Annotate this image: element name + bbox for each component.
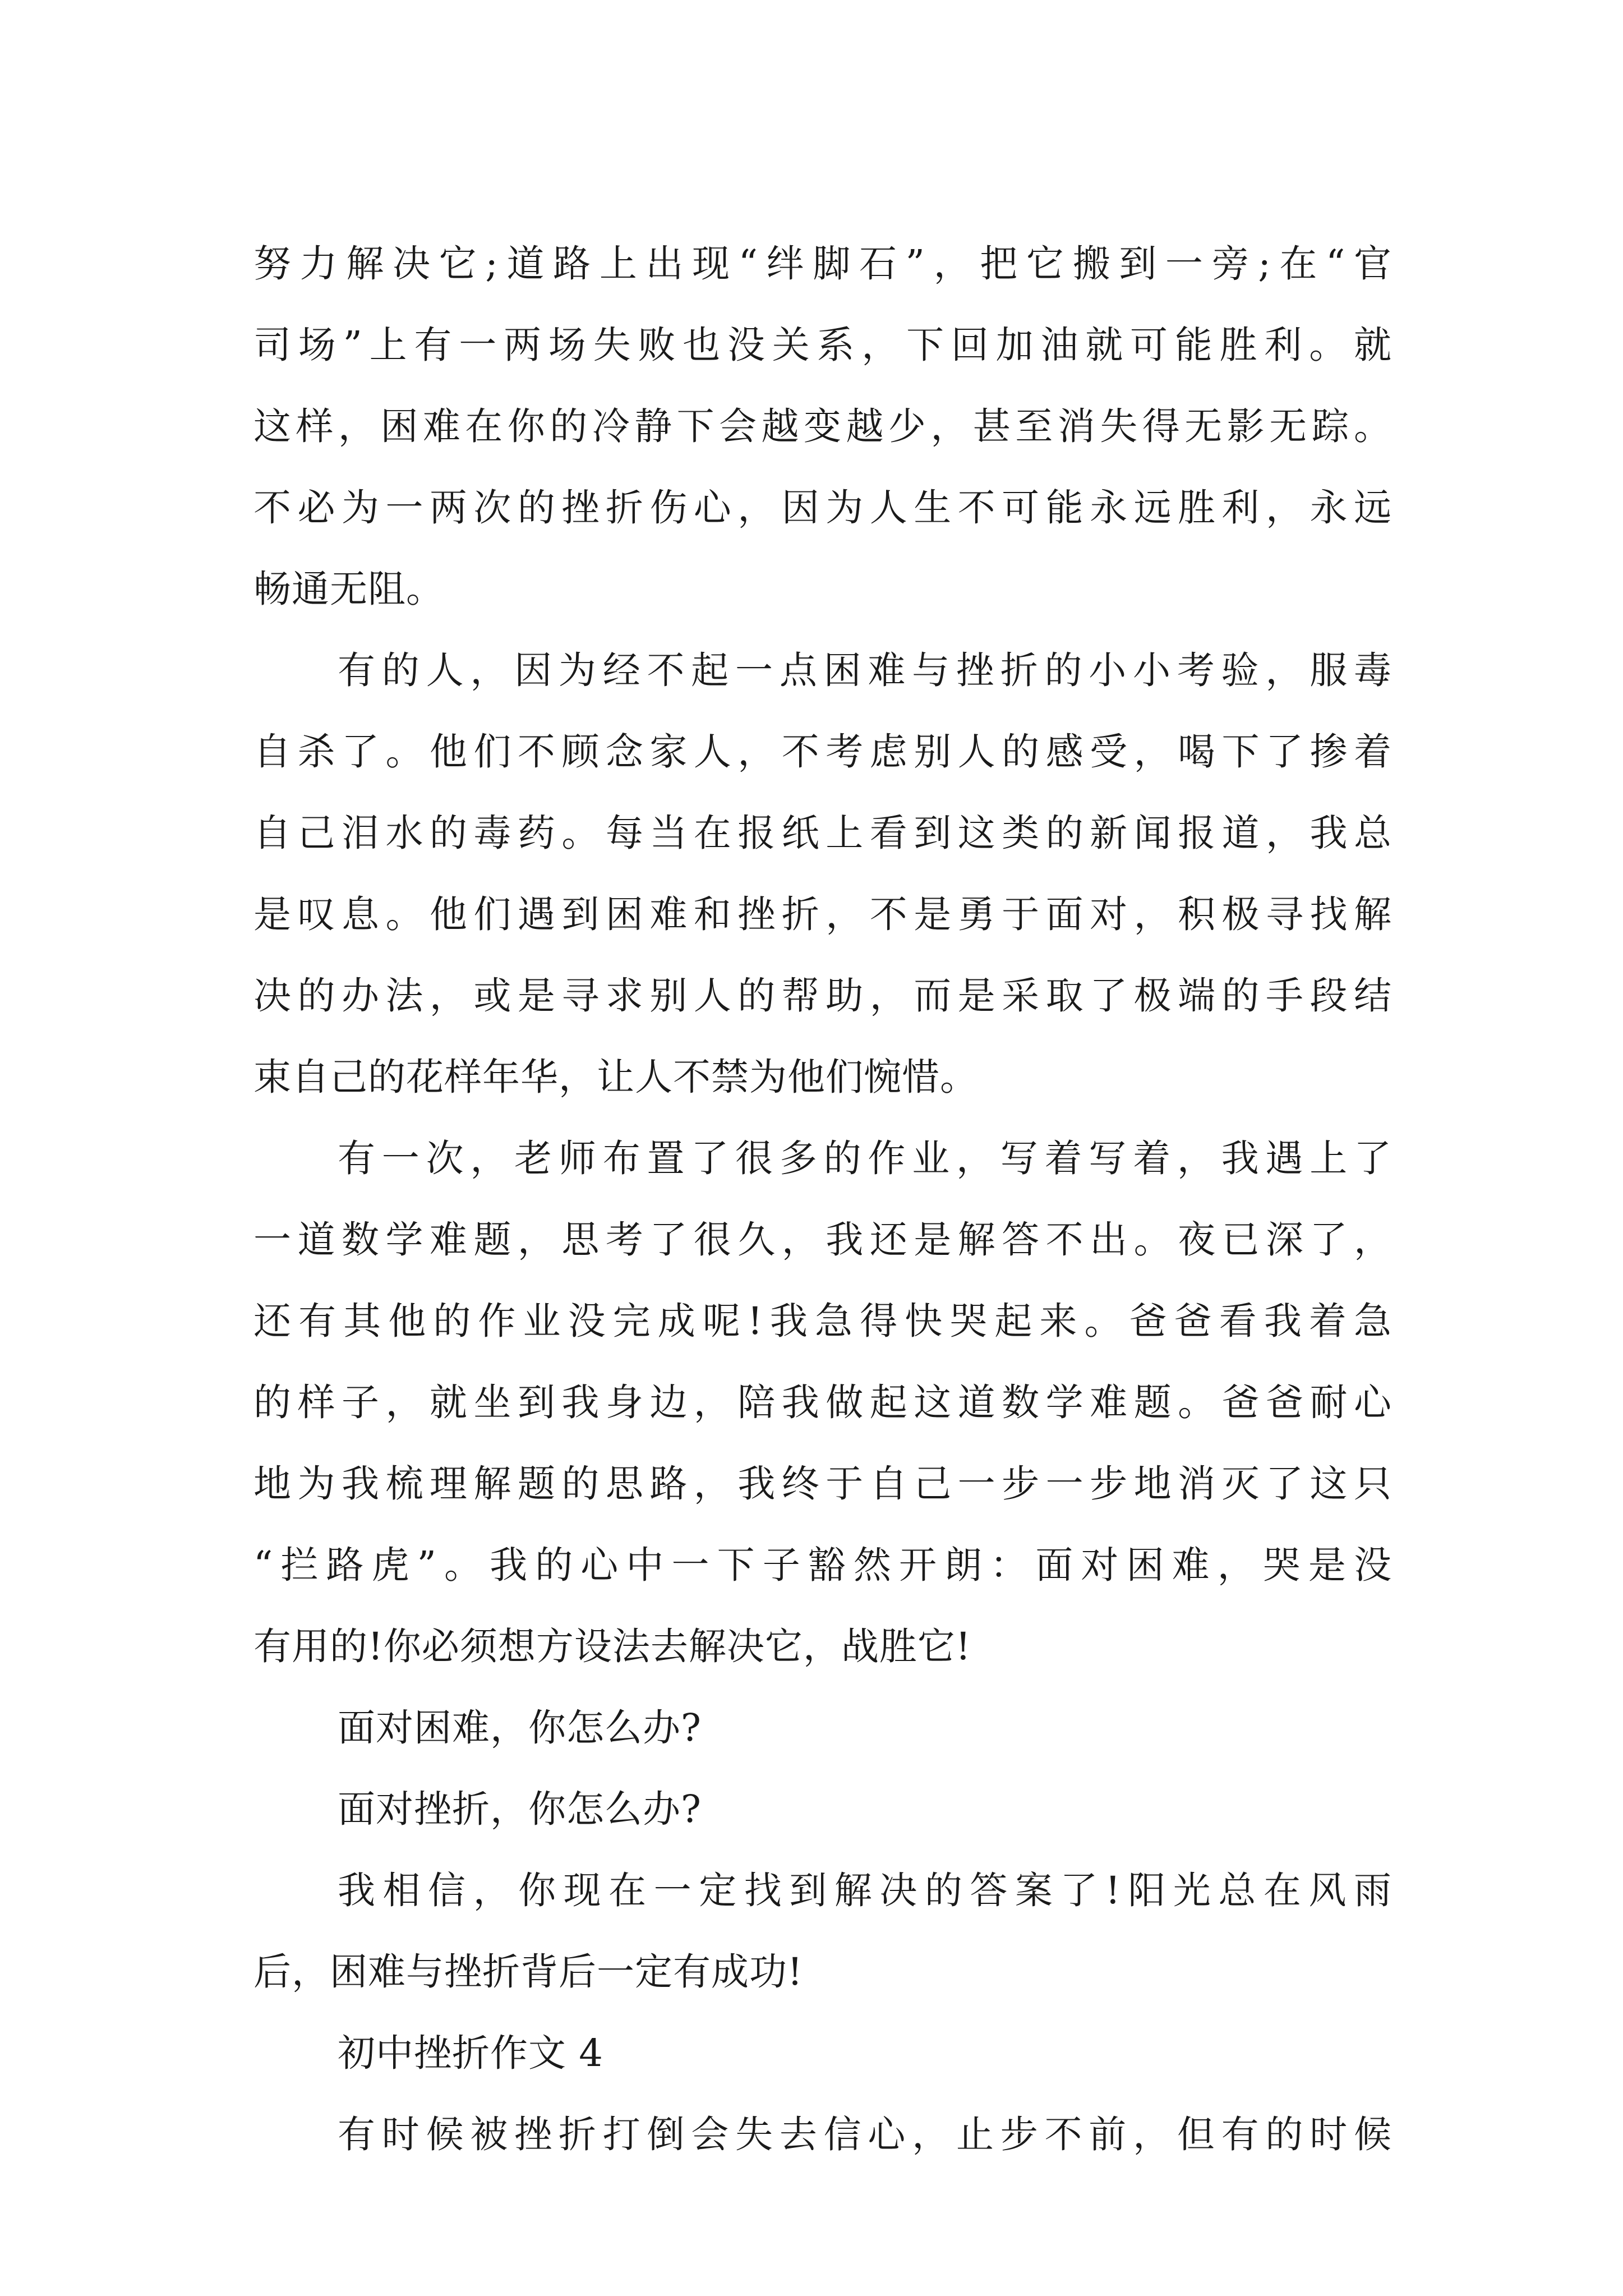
text-line: 自己泪水的毒药。每当在报纸上看到这类的新闻报道，我总 (253, 811, 1392, 855)
text-line: 有用的!你必须想方设法去解决它，战胜它! (253, 1625, 971, 1668)
text-line: 自杀了。他们不顾念家人，不考虑别人的感受，喝下了掺着 (253, 730, 1392, 774)
paragraph-first-line: 有一次，老师布置了很多的作业，写着写着，我遇上了 (338, 1137, 1392, 1180)
text-line: 还有其他的作业没完成呢!我急得快哭起来。爸爸看我着急 (253, 1299, 1392, 1343)
section-heading: 初中挫折作文 4 (338, 2031, 603, 2075)
question-line: 面对困难，你怎么办? (338, 1706, 702, 1750)
text-line: 不必为一两次的挫折伤心，因为人生不可能永远胜利，永远 (253, 486, 1392, 530)
text-line: 一道数学难题，思考了很久，我还是解答不出。夜已深了， (253, 1218, 1392, 1262)
paragraph-first-line: 有的人，因为经不起一点困难与挫折的小小考验，服毒 (338, 648, 1392, 692)
text-line: 束自己的花样年华，让人不禁为他们惋惜。 (253, 1055, 978, 1099)
text-line: 后，困难与挫折背后一定有成功! (253, 1950, 803, 1994)
text-line: 是叹息。他们遇到困难和挫折，不是勇于面对，积极寻找解 (253, 892, 1392, 936)
paragraph-first-line: 有时候被挫折打倒会失去信心，止步不前，但有的时候 (338, 2113, 1392, 2156)
text-line: 决的办法，或是寻求别人的帮助，而是采取了极端的手段结 (253, 974, 1392, 1018)
text-line: 努力解决它;道路上出现“绊脚石”，把它搬到一旁;在“官 (253, 242, 1392, 286)
paragraph-first-line: 我相信，你现在一定找到解决的答案了!阳光总在风雨 (338, 1869, 1392, 1912)
text-line: 地为我梳理解题的思路，我终于自己一步一步地消灭了这只 (253, 1462, 1392, 1506)
text-line: 司场”上有一两场失败也没关系，下回加油就可能胜利。就 (253, 323, 1392, 367)
text-line: 这样，困难在你的冷静下会越变越少，甚至消失得无影无踪。 (253, 404, 1392, 448)
text-line: 畅通无阻。 (253, 567, 444, 611)
text-line: “拦路虎”。我的心中一下子豁然开朗：面对困难，哭是没 (253, 1543, 1392, 1587)
question-line: 面对挫折，你怎么办? (338, 1787, 702, 1831)
text-line: 的样子，就坐到我身边，陪我做起这道数学难题。爸爸耐心 (253, 1381, 1392, 1424)
